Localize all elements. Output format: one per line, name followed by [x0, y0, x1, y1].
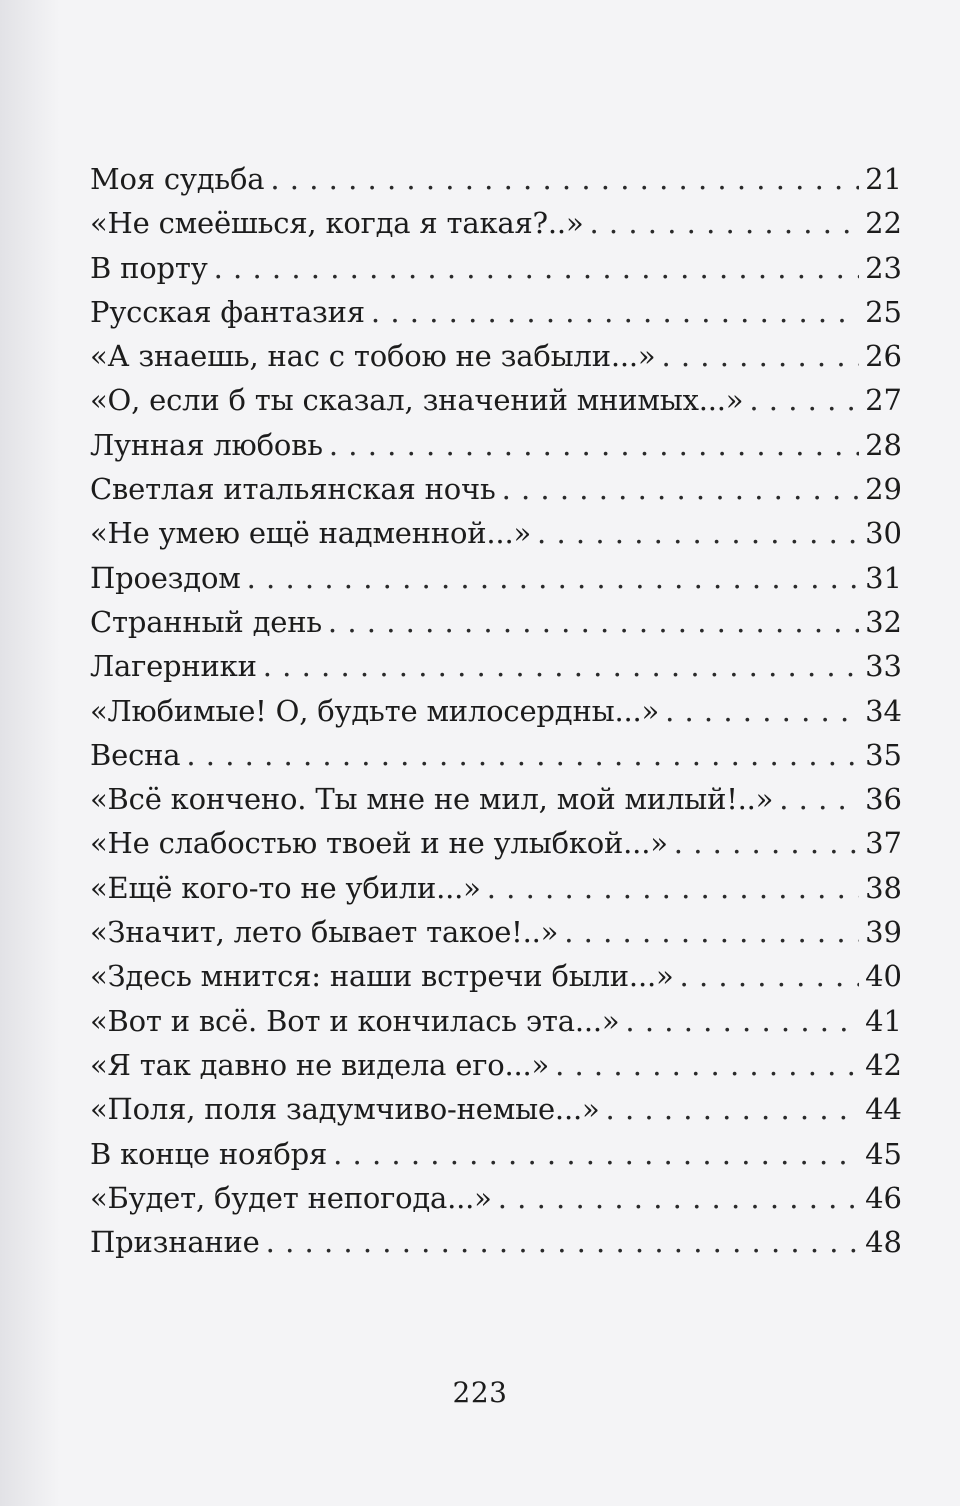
toc-entry-page: 27	[865, 383, 902, 418]
toc-entry-page: 42	[865, 1047, 902, 1082]
toc-entry-page: 31	[865, 560, 902, 595]
toc-entry-page: 25	[865, 294, 902, 329]
toc-entry-title: «Значит, лето бывает такое!..»	[90, 915, 559, 950]
toc-entry	[90, 866, 902, 910]
toc-dot-leader	[537, 511, 859, 555]
toc-entry-title: Русская фантазия	[90, 294, 365, 329]
toc-entry-page: 33	[865, 649, 902, 684]
toc-entry-page: 21	[865, 162, 902, 196]
toc-entry-page: 46	[865, 1180, 902, 1215]
toc-entry-page: 38	[865, 870, 902, 905]
toc-entry-title: «Я так давно не видела его...»	[90, 1047, 550, 1082]
toc-entry	[90, 600, 902, 644]
toc-entry	[90, 334, 902, 378]
toc-dot-leader	[214, 246, 860, 290]
toc-entry-page: 36	[865, 782, 902, 817]
toc-dot-leader	[564, 910, 859, 954]
toc-dot-leader	[606, 1087, 860, 1131]
toc-dot-leader	[502, 467, 860, 511]
toc-entry-title: «Не слабостью твоей и не улыбкой...»	[90, 826, 668, 861]
toc-entry	[90, 733, 902, 777]
toc-entry-page: 32	[865, 604, 902, 639]
toc-entry-page: 28	[865, 427, 902, 462]
toc-dot-leader	[779, 777, 859, 821]
toc-dot-leader	[329, 423, 859, 467]
toc-dot-leader	[266, 1220, 859, 1264]
toc-entry-title: Лунная любовь	[90, 427, 323, 462]
toc-entry	[90, 246, 902, 290]
toc-entry-title: «Любимые! О, будьте милосердны...»	[90, 693, 660, 728]
toc-entry	[90, 423, 902, 467]
toc-dot-leader	[674, 821, 859, 865]
toc-dot-leader	[270, 157, 859, 201]
toc-entry	[90, 201, 902, 245]
toc-dot-leader	[661, 334, 859, 378]
toc-entry	[90, 1132, 902, 1176]
toc-entry-title: «Вот и всё. Вот и кончилась эта...»	[90, 1003, 620, 1038]
toc-entry	[90, 1043, 902, 1087]
toc-entry-title: «А знаешь, нас с тобою не забыли...»	[90, 339, 656, 374]
toc-entry	[90, 644, 902, 688]
toc-entry-page: 39	[865, 915, 902, 950]
toc-dot-leader	[555, 1043, 859, 1087]
toc-entry-page: 35	[865, 737, 902, 772]
toc-entry-title: «Не умею ещё надменной...»	[90, 516, 532, 551]
toc-entry-title: «Будет, будет непогода...»	[90, 1180, 492, 1215]
toc-entry-page: 22	[865, 206, 902, 241]
toc-entry	[90, 1176, 902, 1220]
toc-entry	[90, 999, 902, 1043]
toc-entry-title: «Всё кончено. Ты мне не мил, мой милый!..»	[90, 782, 774, 817]
page-edge-shadow	[0, 0, 60, 1506]
toc-dot-leader	[371, 290, 859, 334]
toc-dot-leader	[247, 556, 860, 600]
toc-entry	[90, 1087, 902, 1131]
toc-entry	[90, 777, 902, 821]
toc-dot-leader	[186, 733, 859, 777]
toc-entry-title: Признание	[90, 1225, 260, 1260]
toc-entry-page: 37	[865, 826, 902, 861]
toc-dot-leader	[498, 1176, 859, 1220]
toc-entry-page: 45	[865, 1136, 902, 1171]
toc-entry-title: Проездом	[90, 560, 241, 595]
toc-entry-title: «Здесь мнится: наши встречи были...»	[90, 959, 674, 994]
toc-entry-title: «Поля, поля задумчиво-немые...»	[90, 1092, 600, 1127]
toc-entry-page: 30	[865, 516, 902, 551]
toc-entry-page: 29	[865, 472, 902, 507]
toc-entry-title: Лагерники	[90, 649, 257, 684]
toc-entry	[90, 511, 902, 555]
toc-entry-title: «О, если б ты сказал, значений мнимых...»	[90, 383, 744, 418]
toc-dot-leader	[589, 201, 859, 245]
toc-entry-title: Странный день	[90, 604, 322, 639]
toc-entry-title: В порту	[90, 250, 208, 285]
toc-entry	[90, 954, 902, 998]
toc-dot-leader	[328, 600, 859, 644]
toc-entry	[90, 1220, 902, 1264]
toc-entry-title: «Не смеёшься, когда я такая?..»	[90, 206, 584, 241]
toc-entry-title: «Ещё кого-то не убили...»	[90, 870, 481, 905]
toc-entry-title: Светлая итальянская ночь	[90, 472, 496, 507]
toc-entry-page: 26	[865, 339, 902, 374]
toc-entry	[90, 290, 902, 334]
toc-entry	[90, 378, 902, 422]
toc-entry-title: Весна	[90, 737, 181, 772]
toc-dot-leader	[263, 644, 859, 688]
toc-dot-leader	[665, 689, 859, 733]
toc-entry-page: 41	[865, 1003, 902, 1038]
page-number: 223	[452, 1376, 508, 1409]
toc-dot-leader	[625, 999, 859, 1043]
toc-entry-title: Моя судьба	[90, 162, 265, 196]
toc-entry	[90, 556, 902, 600]
toc-entry	[90, 467, 902, 511]
toc-entry	[90, 157, 902, 201]
toc-dot-leader	[487, 866, 859, 910]
table-of-contents	[90, 157, 902, 1264]
toc-entry-page: 23	[865, 250, 902, 285]
toc-entry	[90, 689, 902, 733]
toc-entry-page: 34	[865, 693, 902, 728]
toc-dot-leader	[680, 954, 860, 998]
toc-dot-leader	[749, 378, 859, 422]
toc-entry-page: 48	[865, 1225, 902, 1260]
toc-entry	[90, 910, 902, 954]
toc-entry-title: В конце ноября	[90, 1136, 328, 1171]
toc-entry-page: 44	[865, 1092, 902, 1127]
toc-entry-page: 40	[865, 959, 902, 994]
toc-dot-leader	[333, 1132, 859, 1176]
toc-entry	[90, 821, 902, 865]
